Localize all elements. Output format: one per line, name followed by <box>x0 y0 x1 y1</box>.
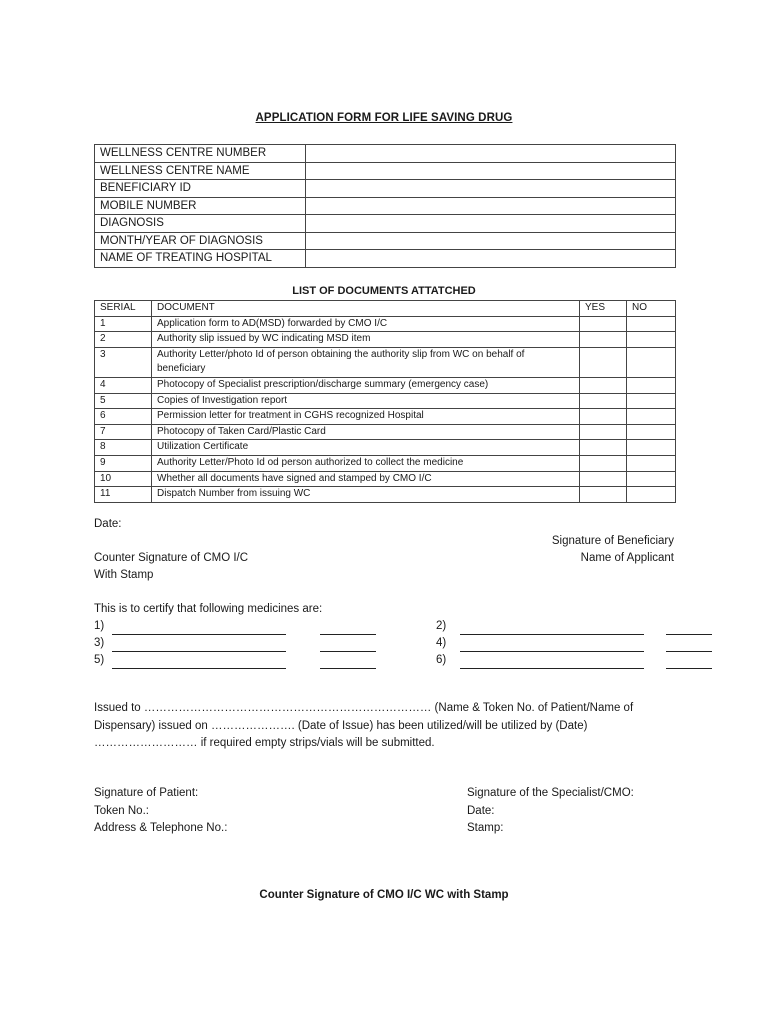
document-yes-cell[interactable] <box>580 409 627 425</box>
document-description: Authority Letter/Photo Id od person authorized to collect the medicine <box>152 455 580 471</box>
document-description: Photocopy of Taken Card/Plastic Card <box>152 424 580 440</box>
document-no-cell[interactable] <box>627 455 676 471</box>
document-serial: 8 <box>95 440 152 456</box>
document-description: Copies of Investigation report <box>152 393 580 409</box>
medicine-name-line <box>460 656 644 669</box>
document-yes-cell[interactable] <box>580 377 627 393</box>
header-yes: YES <box>580 301 627 317</box>
document-row <box>95 471 676 487</box>
info-value-field[interactable] <box>306 145 676 163</box>
document-serial: 1 <box>95 316 152 332</box>
document-description: Utilization Certificate <box>152 440 580 456</box>
specialist-stamp-label: Stamp: <box>467 822 504 834</box>
document-no-cell[interactable] <box>627 424 676 440</box>
info-value-field[interactable] <box>306 180 676 198</box>
document-serial: 4 <box>95 377 152 393</box>
info-value-field[interactable] <box>306 197 676 215</box>
document-no-cell[interactable] <box>627 332 676 348</box>
document-no-cell[interactable] <box>627 440 676 456</box>
document-serial: 3 <box>95 347 152 377</box>
document-yes-cell[interactable] <box>580 471 627 487</box>
document-no-cell[interactable] <box>627 487 676 503</box>
document-yes-cell[interactable] <box>580 332 627 348</box>
specialist-date-label: Date: <box>467 804 495 817</box>
medicine-row-1 <box>94 618 394 635</box>
name-applicant-label: Name of Applicant <box>580 552 674 564</box>
document-no-cell[interactable] <box>627 409 676 425</box>
info-value-field[interactable] <box>306 215 676 233</box>
info-label: MOBILE NUMBER <box>95 197 306 215</box>
medicine-qty-line <box>666 622 712 635</box>
medicine-number: 2) <box>436 620 447 632</box>
medicine-row-6 <box>436 652 726 669</box>
specialist-signature-label: Signature of the Specialist/CMO: <box>467 787 634 799</box>
document-row <box>95 440 676 456</box>
info-label: MONTH/YEAR OF DIAGNOSIS <box>95 232 306 250</box>
info-label: DIAGNOSIS <box>95 215 306 233</box>
document-yes-cell[interactable] <box>580 440 627 456</box>
document-row <box>95 377 676 393</box>
medicine-name-line <box>112 656 286 669</box>
document-yes-cell[interactable] <box>580 455 627 471</box>
medicine-row-5 <box>94 652 394 669</box>
patient-signature-block <box>94 785 227 838</box>
patient-signature-label: Signature of Patient: <box>94 787 199 799</box>
info-value-field[interactable] <box>306 162 676 180</box>
document-no-cell[interactable] <box>627 377 676 393</box>
info-value-field[interactable] <box>306 232 676 250</box>
document-description: Authority slip issued by WC indicating MSD item <box>152 332 580 348</box>
medicine-number: 1) <box>94 620 105 632</box>
info-label: BENEFICIARY ID <box>95 180 306 198</box>
document-description: Permission letter for treatment in CGHS recognized Hospital <box>152 409 580 425</box>
info-row <box>95 180 676 198</box>
token-no-label: Token No.: <box>94 804 149 817</box>
date-label: Date: <box>94 518 122 530</box>
counter-signature-cmo-label: Counter Signature of CMO I/C <box>94 552 249 564</box>
document-row <box>95 409 676 425</box>
document-row <box>95 424 676 440</box>
info-row <box>95 145 676 163</box>
header-no: NO <box>627 301 676 317</box>
document-row <box>95 393 676 409</box>
document-row <box>95 332 676 348</box>
document-no-cell[interactable] <box>627 471 676 487</box>
document-row <box>95 347 676 377</box>
document-description: Dispatch Number from issuing WC <box>152 487 580 503</box>
document-description: Whether all documents have signed and stamped by CMO I/C <box>152 471 580 487</box>
medicine-name-line <box>112 639 286 652</box>
document-serial: 10 <box>95 471 152 487</box>
medicine-list-left <box>94 618 394 669</box>
address-telephone-label: Address & Telephone No.: <box>94 822 228 834</box>
document-serial: 7 <box>95 424 152 440</box>
medicine-number: 6) <box>436 654 447 666</box>
document-serial: 6 <box>95 409 152 425</box>
medicine-name-line <box>460 622 644 635</box>
document-row <box>95 487 676 503</box>
medicine-row-3 <box>94 635 394 652</box>
documents-header-row <box>95 301 676 317</box>
info-row <box>95 250 676 268</box>
document-serial: 2 <box>95 332 152 348</box>
document-yes-cell[interactable] <box>580 424 627 440</box>
medicine-list-right <box>436 618 726 669</box>
document-no-cell[interactable] <box>627 316 676 332</box>
with-stamp-label: With Stamp <box>94 569 154 581</box>
document-yes-cell[interactable] <box>580 393 627 409</box>
form-title: APPLICATION FORM FOR LIFE SAVING DRUG <box>255 112 513 124</box>
header-serial: SERIAL <box>95 301 152 317</box>
beneficiary-info-table <box>94 144 676 268</box>
document-row <box>95 455 676 471</box>
document-description: Photocopy of Specialist prescription/discharge summary (emergency case) <box>152 377 580 393</box>
medicine-number: 3) <box>94 637 105 649</box>
info-row <box>95 215 676 233</box>
document-serial: 11 <box>95 487 152 503</box>
medicine-number: 4) <box>436 637 447 649</box>
medicine-qty-line <box>666 639 712 652</box>
footer-counter-signature: Counter Signature of CMO I/C WC with Stamp <box>259 889 509 901</box>
document-no-cell[interactable] <box>627 347 676 377</box>
medicine-qty-line <box>666 656 712 669</box>
medicine-name-line <box>112 622 286 635</box>
medicine-qty-line <box>320 622 376 635</box>
documents-list-title: LIST OF DOCUMENTS ATTATCHED <box>292 285 476 297</box>
document-yes-cell[interactable] <box>580 316 627 332</box>
document-serial: 5 <box>95 393 152 409</box>
specialist-signature-block <box>467 785 634 838</box>
document-description: Application form to AD(MSD) forwarded by CMO I/C <box>152 316 580 332</box>
medicine-name-line <box>460 639 644 652</box>
document-yes-cell[interactable] <box>580 347 627 377</box>
medicine-row-4 <box>436 635 726 652</box>
medicine-qty-line <box>320 656 376 669</box>
document-yes-cell[interactable] <box>580 487 627 503</box>
document-serial: 9 <box>95 455 152 471</box>
medicine-row-2 <box>436 618 726 635</box>
document-no-cell[interactable] <box>627 393 676 409</box>
issued-paragraph: Issued to ………………………………………………………………… (Name & Token No. of Patient/Name of Dispensary) issued on …………………. (Date of Issue) has been utilized/will be utilized by (Date) ……………………… if required empty strips/vials will be submitted. <box>94 702 634 749</box>
documents-table <box>94 300 676 503</box>
signature-beneficiary-label: Signature of Beneficiary <box>551 535 674 547</box>
document-description: Authority Letter/photo Id of person obtaining the authority slip from WC on behalf of beneficiary <box>152 347 580 377</box>
info-value-field[interactable] <box>306 250 676 268</box>
medicine-number: 5) <box>94 654 105 666</box>
certify-text: This is to certify that following medicines are: <box>94 603 323 615</box>
document-row <box>95 316 676 332</box>
info-row <box>95 162 676 180</box>
info-row <box>95 232 676 250</box>
info-label: WELLNESS CENTRE NAME <box>95 162 306 180</box>
info-label: WELLNESS CENTRE NUMBER <box>95 145 306 163</box>
medicine-qty-line <box>320 639 376 652</box>
info-label: NAME OF TREATING HOSPITAL <box>95 250 306 268</box>
info-row <box>95 197 676 215</box>
header-document: DOCUMENT <box>152 301 580 317</box>
